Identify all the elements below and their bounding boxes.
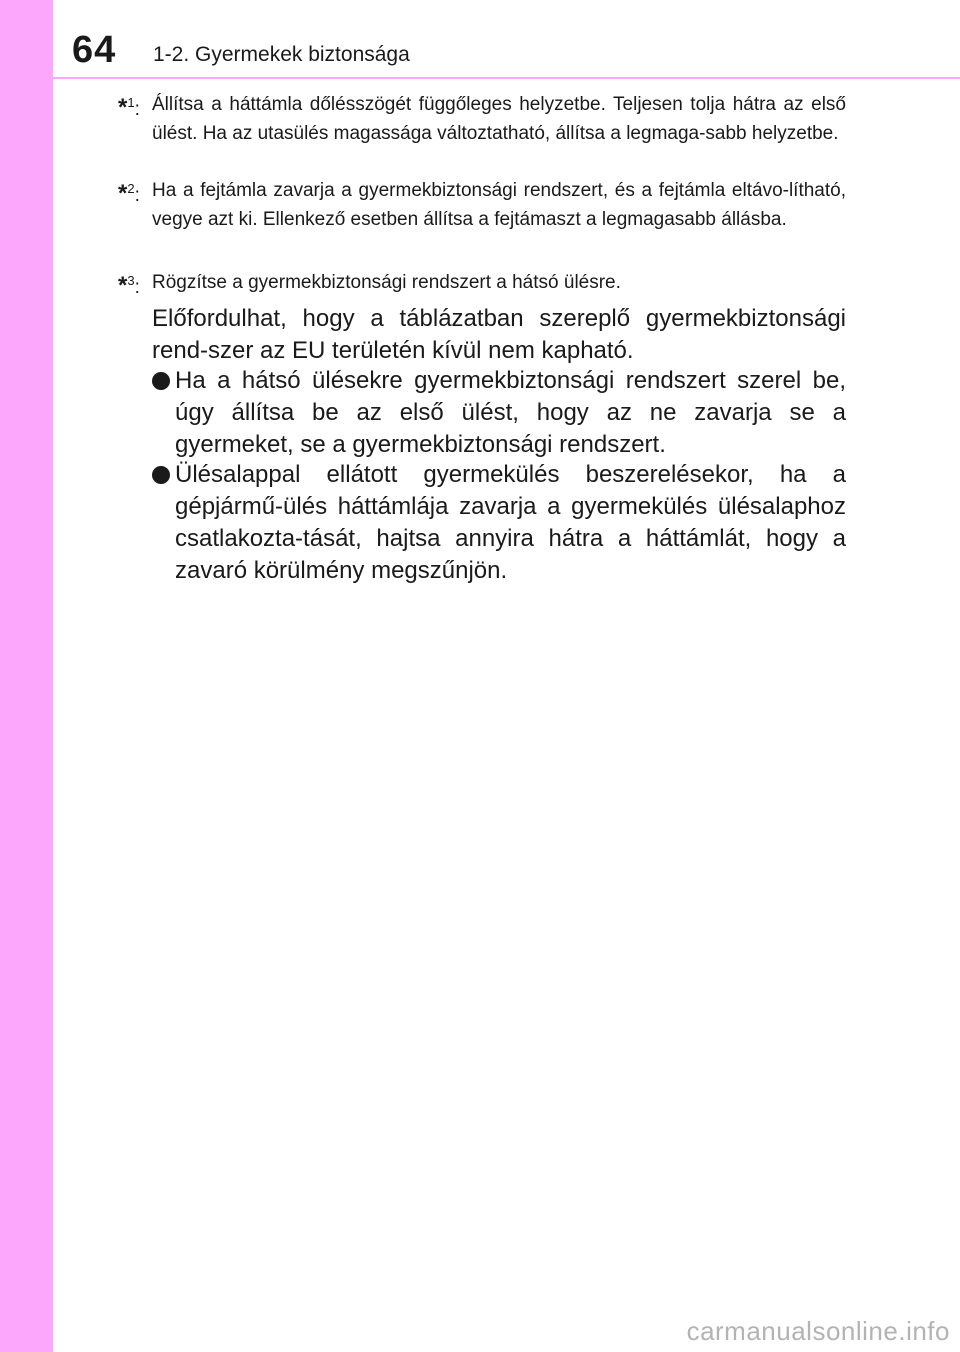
bullet-icon <box>152 372 170 390</box>
footnote-text: Állítsa a háttámla dőlésszögét függőleges helyzetbe. Teljesen tolja hátra az első ülést. Ha az utasülés magassága változtatható, állítsa a legmaga-sabb helyzetbe. <box>152 94 846 144</box>
footnote-marker: *$^2$: <box>118 180 140 207</box>
footnote-marker: *$^3$: <box>118 272 140 299</box>
footnote-1 <box>118 90 846 148</box>
footnote-2 <box>118 176 846 234</box>
list-item-text: Ha a hátsó ülésekre gyermekbiztonsági rendszert szerel be, úgy állítsa be az első ülést, hogy az ne zavarja se a gyermeket, se a gyermekbiztonsági rendszert. <box>175 367 846 458</box>
list-item <box>152 459 846 587</box>
footnote-text: Ha a fejtámla zavarja a gyermekbiztonsági rendszert, és a fejtámla eltávo-lítható, vegye azt ki. Ellenkező esetben állítsa a fejtámaszt a legmagasabb állásba. <box>152 180 846 230</box>
footnote-text: Rögzítse a gyermekbiztonsági rendszert a hátsó ülésre. <box>152 272 621 293</box>
page-number: 64 <box>72 29 117 71</box>
header-rule <box>53 77 960 79</box>
list-item-text: Ülésalappal ellátott gyermekülés beszerelésekor, ha a gépjármű-ülés háttámlája zavarja a gyermekülés ülésalaphoz csatlakozta-tását, hajtsa annyira hátra a háttámlát, hogy a zavaró körülmény megszűnjön. <box>175 461 846 584</box>
footnote-3 <box>118 268 846 297</box>
sidebar-tab <box>0 0 53 1352</box>
bullet-icon <box>152 466 170 484</box>
watermark: carmanualsonline.info <box>686 1316 950 1346</box>
footnote-marker: *$^1$: <box>118 94 140 121</box>
section-title: 1-2. Gyermekek biztonsága <box>153 43 410 66</box>
availability-note: Előfordulhat, hogy a táblázatban szereplő gyermekbiztonsági rend-szer az EU területén kívül nem kapható. <box>152 305 846 364</box>
list-item <box>152 365 846 461</box>
